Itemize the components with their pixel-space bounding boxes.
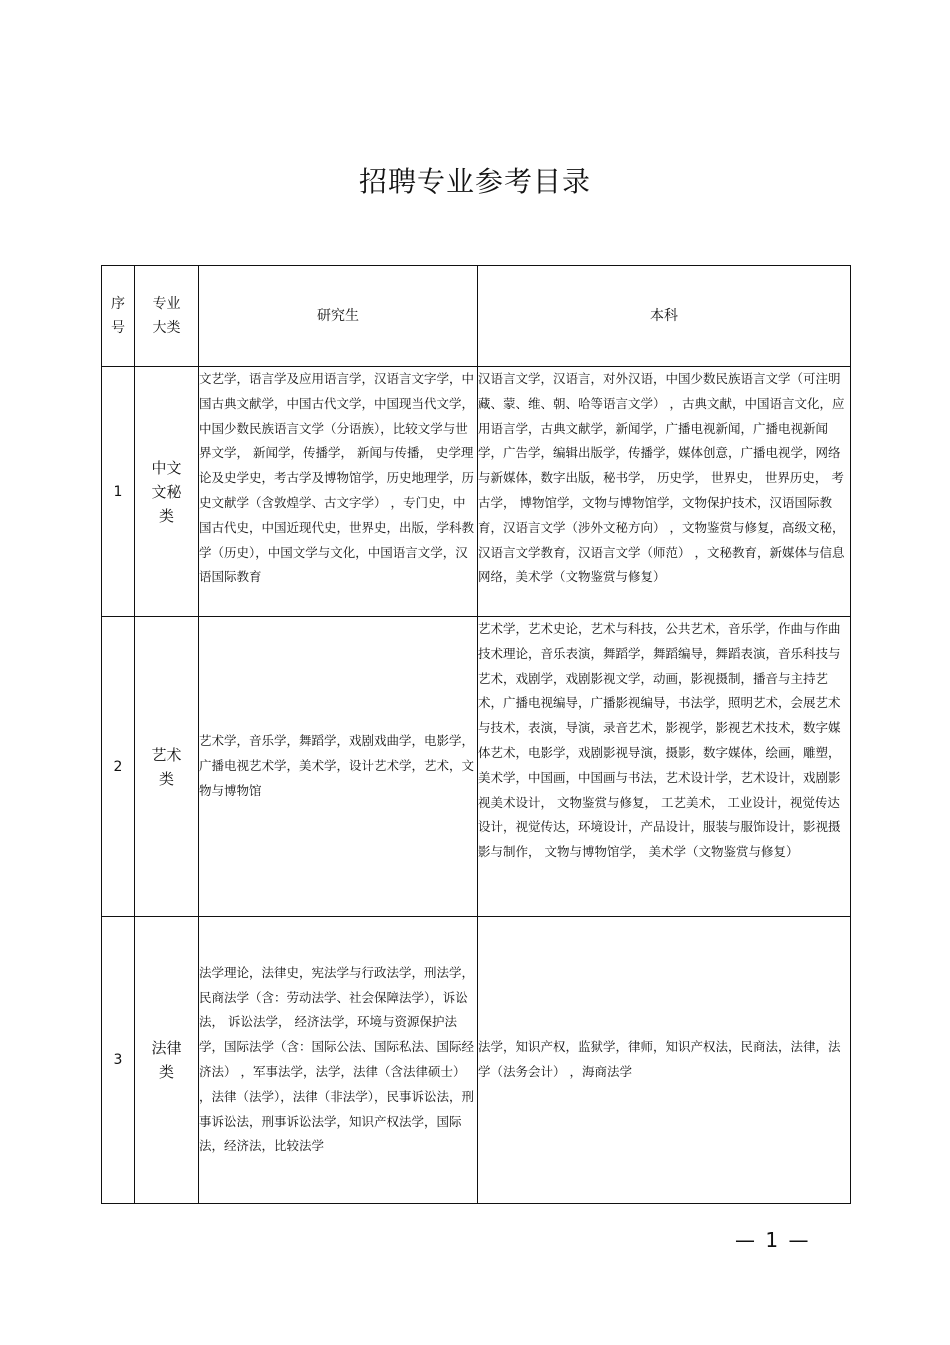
header-graduate: 研究生 — [199, 266, 478, 367]
row-category: 艺术类 — [135, 617, 199, 917]
header-row — [102, 266, 851, 367]
row-index: 2 — [102, 617, 135, 917]
major-catalog-table — [101, 265, 851, 1204]
table-row — [102, 917, 851, 1204]
header-index: 序号 — [102, 266, 135, 367]
header-undergraduate: 本科 — [478, 266, 851, 367]
table-row — [102, 617, 851, 917]
row-undergraduate-majors: 法学，知识产权，监狱学，律师，知识产权法，民商法，法律，法学（法务会计） ，海商法学 — [478, 917, 851, 1204]
row-category: 法律类 — [135, 917, 199, 1204]
table-row — [102, 367, 851, 617]
row-index: 3 — [102, 917, 135, 1204]
row-category: 中文文秘类 — [135, 367, 199, 617]
row-index: 1 — [102, 367, 135, 617]
page-title: 招聘专业参考目录 — [358, 165, 591, 198]
row-graduate-majors: 艺术学，音乐学，舞蹈学，戏剧戏曲学，电影学，广播电视艺术学，美术学，设计艺术学，艺术，文物与博物馆 — [199, 617, 478, 917]
row-graduate-majors: 法学理论，法律史，宪法学与行政法学，刑法学，民商法学（含：劳动法学、社会保障法学），诉讼法， 诉讼法学， 经济法学，环境与资源保护法学，国际法学（含：国际公法、国际私法、国际经济法） ，军事法学，法学，法律（含法律硕士） ，法律（法学），法律（非法学），民事诉讼法，刑事诉讼法，刑事诉讼法学，知识产权法学，国际法，经济法，比较法学 — [199, 917, 478, 1204]
row-undergraduate-majors: 汉语言文学，汉语言，对外汉语，中国少数民族语言文学（可注明藏、蒙、维、朝、哈等语言文学） ，古典文献，中国语言文化，应用语言学，古典文献学，新闻学，广播电视新闻，广播电视新闻学，广告学，编辑出版学，传播学，媒体创意，广播电视学，网络与新媒体，数字出版，秘书学， 历史学， 世界史， 世界历史， 考古学， 博物馆学，文物与博物馆学，文物保护技术，汉语国际教育，汉语言文学（涉外文秘方向） ，文物鉴赏与修复，高级文秘，汉语言文学教育，汉语言文学（师范） ，文秘教育，新媒体与信息网络，美术学（文物鉴赏与修复） — [478, 367, 851, 617]
row-undergraduate-majors: 艺术学，艺术史论，艺术与科技，公共艺术，音乐学，作曲与作曲技术理论，音乐表演，舞蹈学，舞蹈编导，舞蹈表演，音乐科技与艺术，戏剧学，戏剧影视文学，动画，影视摄制，播音与主持艺术，广播电视编导，广播影视编导，书法学，照明艺术，会展艺术与技术，表演，导演，录音艺术，影视学，影视艺术技术，数字媒体艺术，电影学，戏剧影视导演，摄影，数字媒体，绘画，雕塑，美术学，中国画，中国画与书法，艺术设计学，艺术设计，戏剧影视美术设计， 文物鉴赏与修复， 工艺美术， 工业设计，视觉传达设计，视觉传达，环境设计，产品设计，服装与服饰设计，影视摄影与制作， 文物与博物馆学， 美术学（文物鉴赏与修复） — [478, 617, 851, 917]
page-number: — 1 — — [735, 1228, 811, 1252]
row-graduate-majors: 文艺学，语言学及应用语言学，汉语言文字学，中国古典文献学，中国古代文学，中国现当代文学，中国少数民族语言文学（分语族），比较文学与世界文学， 新闻学，传播学， 新闻与传播， 史学理论及史学史，考古学及博物馆学，历史地理学，历史文献学（含敦煌学、古文字学） ，专门史，中国古代史，中国近现代史，世界史，出版，学科教学（历史），中国文学与文化，中国语言文学，汉语国际教育 — [199, 367, 478, 617]
header-category: 专业大类 — [135, 266, 199, 367]
